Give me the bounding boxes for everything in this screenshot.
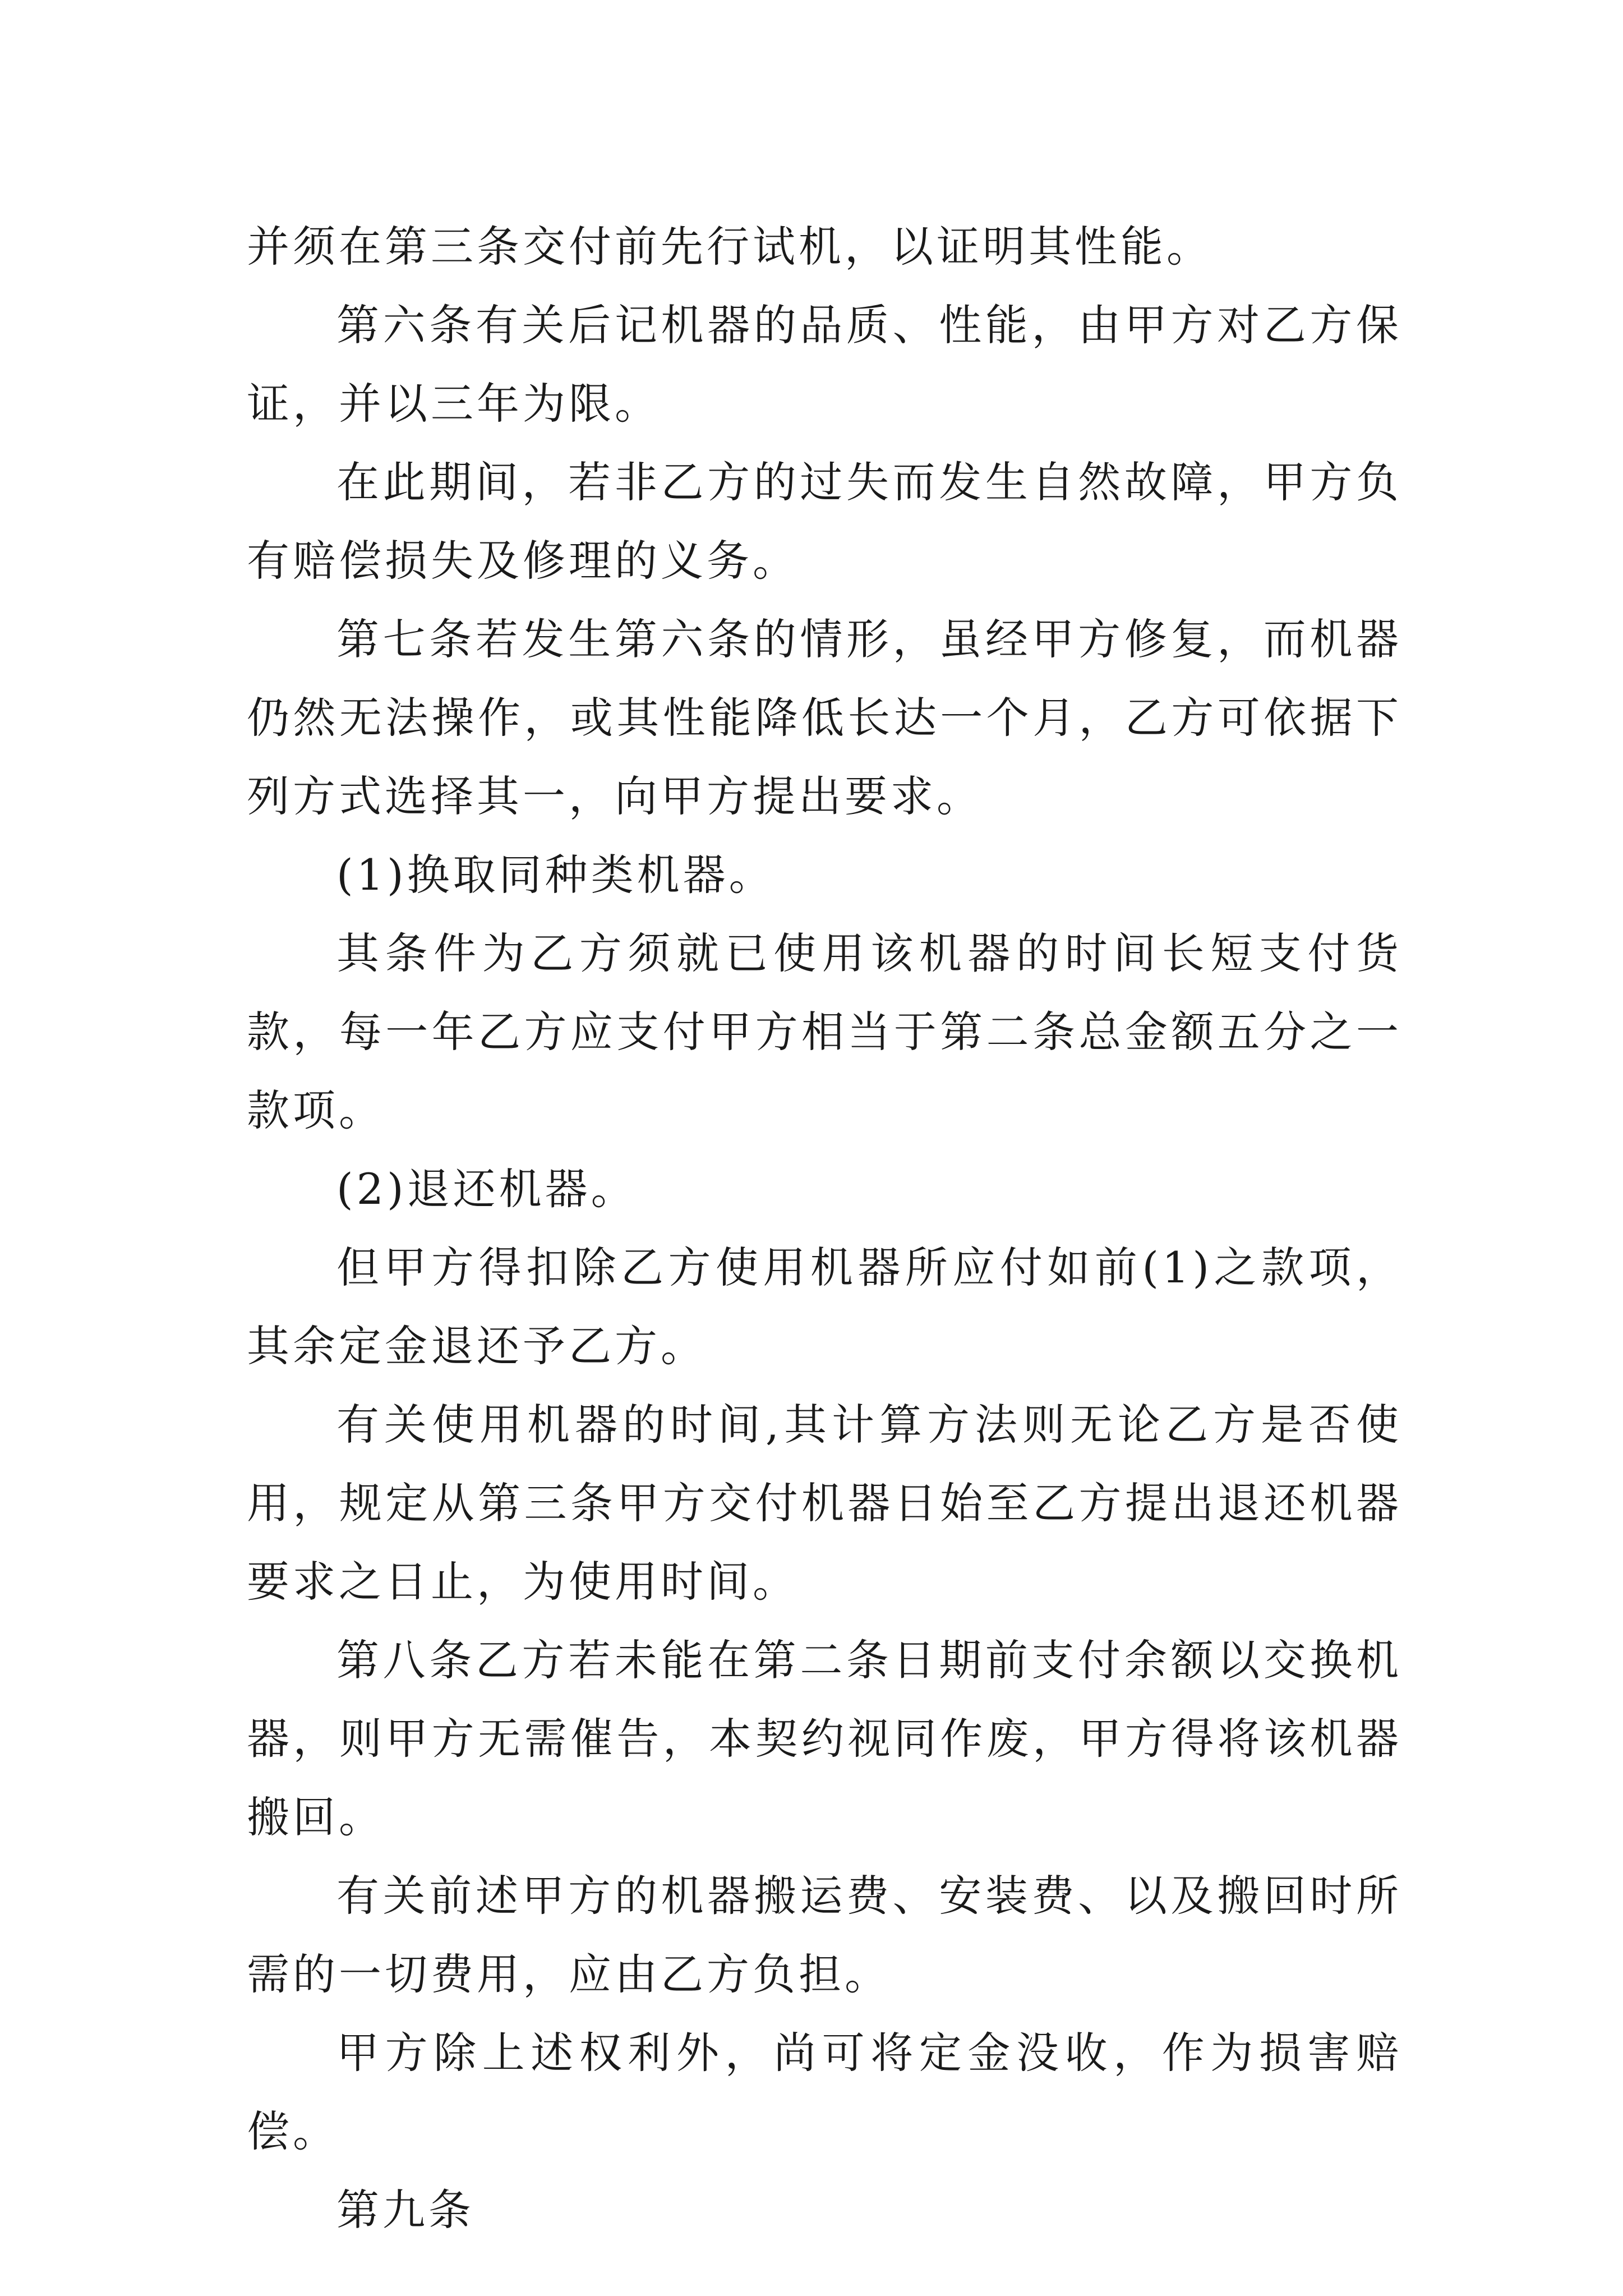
paragraph: 但甲方得扣除乙方使用机器所应付如前(1)之款项，其余定金退还予乙方。: [247, 1243, 1402, 1371]
document-body: [247, 208, 1402, 2249]
paragraph: 其条件为乙方须就已使用该机器的时间长短支付货款，每一年乙方应支付甲方相当于第二条总金额五分之一款项。: [247, 928, 1402, 1135]
paragraph: 第九条: [336, 2185, 474, 2235]
paragraph: 第八条乙方若未能在第二条日期前支付余额以交换机器，则甲方无需催告，本契约视同作废，甲方得将该机器搬回。: [247, 1635, 1402, 1842]
paragraph: 第七条若发生第六条的情形，虽经甲方修复，而机器仍然无法操作，或其性能降低长达一个月，乙方可依据下列方式选择其一，向甲方提出要求。: [247, 614, 1402, 821]
paragraph: 并须在第三条交付前先行试机，以证明其性能。: [247, 222, 1212, 272]
paragraph: 有关前述甲方的机器搬运费、安装费、以及搬回时所需的一切费用，应由乙方负担。: [247, 1871, 1402, 1999]
paragraph: 在此期间，若非乙方的过失而发生自然故障，甲方负有赔偿损失及修理的义务。: [247, 457, 1402, 586]
paragraph: 第六条有关后记机器的品质、性能，由甲方对乙方保证，并以三年为限。: [247, 300, 1402, 429]
paragraph: (2)退还机器。: [336, 1164, 637, 1214]
paragraph: (1)换取同种类机器。: [336, 850, 775, 900]
paragraph: 甲方除上述权利外，尚可将定金没收，作为损害赔偿。: [247, 2028, 1402, 2156]
paragraph: 有关使用机器的时间,其计算方法则无论乙方是否使用，规定从第三条甲方交付机器日始至乙方提出退还机器要求之日止，为使用时间。: [247, 1400, 1402, 1607]
